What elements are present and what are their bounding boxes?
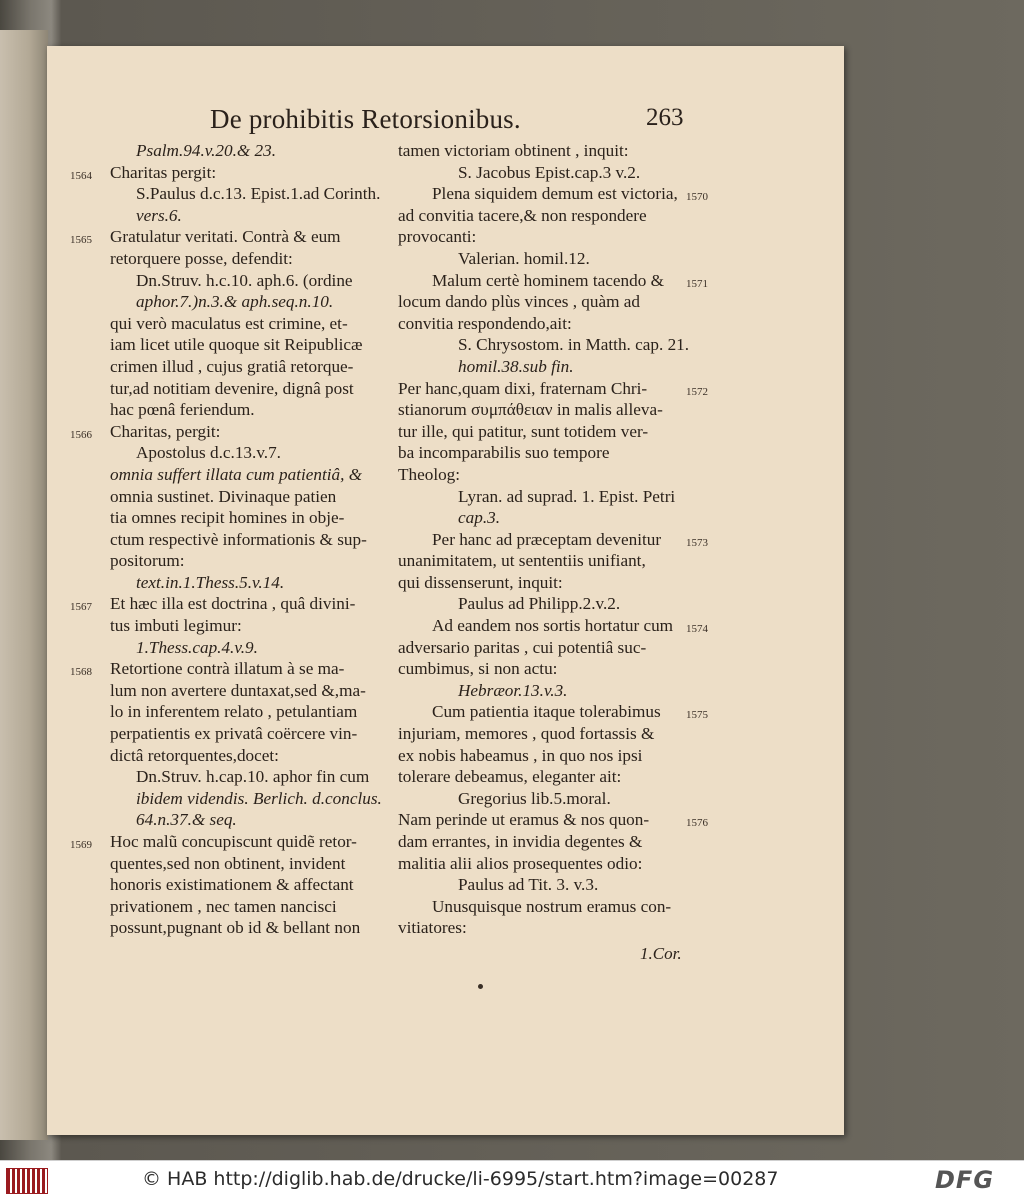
margin-number: 1571 <box>686 277 708 290</box>
line-text: retorquere posse, defendit: <box>110 248 293 268</box>
text-line <box>70 831 391 853</box>
text-line <box>76 270 391 292</box>
text-line <box>76 701 391 723</box>
line-text: ad convitia tacere,& non respondere <box>398 205 647 225</box>
line-text: 1.Thess.cap.4.v.9. <box>136 637 258 657</box>
text-line <box>398 723 723 745</box>
line-text: Valerian. homil.12. <box>458 248 590 268</box>
text-line <box>398 226 723 248</box>
text-line <box>398 162 723 184</box>
text-line <box>398 572 723 594</box>
line-text: Cum patientia itaque tolerabimus <box>432 702 661 722</box>
running-head: De prohibitis Retorsionibus. <box>210 104 521 134</box>
line-text: possunt,pugnant ob id & bellant non <box>110 918 361 938</box>
ink-dot <box>478 984 483 989</box>
text-line <box>76 745 391 767</box>
text-line <box>76 291 391 313</box>
text-line <box>398 248 723 270</box>
line-text: privationem , nec tamen nancisci <box>110 896 337 916</box>
text-line <box>76 723 391 745</box>
line-text: omnia sustinet. Divinaque patien <box>110 486 337 506</box>
line-text: Hoc malũ concupiscunt quidẽ retor- <box>110 832 357 851</box>
margin-number: 1569 <box>70 839 92 851</box>
line-text: locum dando plùs vinces , quàm ad <box>398 292 641 312</box>
line-text: Gregorius lib.5.moral. <box>458 788 611 808</box>
line-text: Gratulatur veritati. Contrà & eum <box>110 227 341 247</box>
footer-bar <box>0 1160 1024 1200</box>
line-text: quentes,sed non obtinent, invident <box>110 853 346 873</box>
margin-number: 1565 <box>70 234 92 247</box>
line-text: Per hanc ad præceptam devenitur <box>432 529 662 549</box>
line-text: Ad eandem nos sortis hortatur cum <box>432 616 674 636</box>
line-text: Apostolus d.c.13.v.7. <box>136 443 281 463</box>
text-line <box>398 874 723 896</box>
text-line <box>76 788 391 810</box>
text-line <box>398 896 723 918</box>
text-line <box>76 205 391 227</box>
line-text: S. Chrysostom. in Matth. cap. 21. <box>458 335 690 355</box>
text-line <box>76 637 391 659</box>
line-text: tur ille, qui patitur, sunt totidem ver- <box>398 421 649 441</box>
line-text: unanimitatem, ut sententiis unifiant, <box>398 551 646 571</box>
text-line <box>398 399 723 421</box>
line-text: Nam perinde ut eramus & nos quon- <box>398 810 650 830</box>
margin-number: 1564 <box>70 169 92 182</box>
text-line <box>76 529 391 551</box>
text-line <box>76 486 391 508</box>
text-line <box>398 831 723 853</box>
margin-number: 1568 <box>70 666 92 679</box>
line-text: tolerare debeamus, eleganter ait: <box>398 767 622 787</box>
text-line <box>76 917 391 939</box>
text-line <box>398 593 723 615</box>
text-line <box>398 745 723 767</box>
text-line <box>398 615 723 637</box>
line-text: ibidem videndis. Berlich. d.conclus. <box>136 788 382 808</box>
text-line <box>76 809 391 831</box>
line-text: text.in.1.Thess.5.v.14. <box>136 572 285 592</box>
text-line <box>76 615 391 637</box>
line-text: Charitas, pergit: <box>110 421 221 441</box>
margin-number: 1572 <box>686 385 708 398</box>
line-text: S.Paulus d.c.13. Epist.1.ad Corinth. <box>136 184 381 204</box>
line-text: ctum respectivè informationis & sup- <box>110 529 367 549</box>
text-line <box>398 853 723 875</box>
line-text: dictâ retorquentes,docet: <box>110 745 279 765</box>
text-line <box>398 291 723 313</box>
line-text: Retortione contrà illatum à se ma- <box>110 659 345 679</box>
line-text: homil.38.sub fin. <box>458 356 574 376</box>
line-text: vitiatores: <box>398 918 467 938</box>
text-line <box>76 874 391 896</box>
line-text: ex nobis habeamus , in quo nos ipsi <box>398 745 643 765</box>
text-line <box>398 464 723 486</box>
text-line <box>76 378 391 400</box>
text-line <box>398 140 723 162</box>
text-line <box>398 378 723 400</box>
line-text: cap.3. <box>458 508 501 528</box>
line-text: Dn.Struv. h.c.10. aph.6. (ordine <box>136 270 353 290</box>
line-text: cumbimus, si non actu: <box>398 659 558 679</box>
text-line <box>70 421 391 443</box>
text-line <box>398 507 723 529</box>
text-line <box>398 680 723 702</box>
text-line <box>398 442 723 464</box>
margin-number: 1570 <box>686 191 708 204</box>
line-text: Paulus ad Philipp.2.v.2. <box>458 594 621 614</box>
book-page-edges <box>0 30 48 1140</box>
line-text: tur,ad notitiam devenire, dignâ post <box>110 378 354 398</box>
line-text: Lyran. ad suprad. 1. Epist. Petri <box>458 486 676 506</box>
line-text: tamen victoriam obtinent , inquit: <box>398 141 629 160</box>
line-text: dam errantes, in invidia degentes & <box>398 832 643 851</box>
text-line <box>76 680 391 702</box>
line-text: convitia respondendo,ait: <box>398 313 572 333</box>
text-line <box>76 313 391 335</box>
line-text: malitia alii alios prosequentes odio: <box>398 853 643 873</box>
line-text: qui verò maculatus est crimine, et- <box>110 313 348 333</box>
line-text: Plena siquidem demum est victoria, <box>432 184 678 204</box>
text-line <box>398 809 723 831</box>
line-text: hac pœnâ feriendum. <box>110 400 255 420</box>
text-line <box>76 507 391 529</box>
margin-number: 1576 <box>686 817 708 830</box>
line-text: omnia suffert illata cum patientiâ, & <box>110 464 363 484</box>
margin-number: 1566 <box>70 428 92 441</box>
line-text: adversario paritas , cui potentiâ suc- <box>398 637 647 657</box>
text-line <box>398 701 723 723</box>
text-line <box>76 334 391 356</box>
text-line <box>76 766 391 788</box>
margin-number: 1575 <box>686 709 708 722</box>
line-text: Unusquisque nostrum eramus con- <box>432 896 672 916</box>
line-text: lum non avertere duntaxat,sed &,ma- <box>110 680 366 700</box>
right-text-column <box>398 140 723 939</box>
line-text: crimen illud , cujus gratiâ retorque- <box>110 356 354 376</box>
text-line <box>76 442 391 464</box>
text-line <box>76 550 391 572</box>
line-text: vers.6. <box>136 205 182 225</box>
line-text: provocanti: <box>398 227 477 247</box>
text-line <box>70 658 391 680</box>
text-line <box>398 766 723 788</box>
footer-credit-link[interactable]: © HAB http://diglib.hab.de/drucke/li-6995/start.htm?image=00287 <box>142 1168 779 1190</box>
catchword: 1.Cor. <box>640 944 682 963</box>
text-line <box>70 593 391 615</box>
text-line <box>398 917 723 939</box>
line-text: stianorum συμπάθειαν in malis alleva- <box>398 400 663 420</box>
line-text: Et hæc illa est doctrina , quâ divini- <box>110 594 356 614</box>
text-line <box>76 399 391 421</box>
text-line <box>398 270 723 292</box>
text-line <box>76 572 391 594</box>
line-text: lo in inferentem relato , petulantiam <box>110 702 358 722</box>
line-text: iam licet utile quoque sit Reipublicæ <box>110 335 363 355</box>
line-text: tus imbuti legimur: <box>110 616 242 636</box>
text-line <box>398 637 723 659</box>
line-text: ba incomparabilis suo tempore <box>398 443 610 463</box>
text-line <box>76 896 391 918</box>
text-line <box>398 313 723 335</box>
text-line <box>76 248 391 270</box>
margin-number: 1573 <box>686 536 708 549</box>
line-text: Psalm.94.v.20.& 23. <box>136 141 277 160</box>
line-text: Charitas pergit: <box>110 162 217 182</box>
text-line <box>398 421 723 443</box>
text-line <box>76 853 391 875</box>
text-line <box>398 205 723 227</box>
text-line <box>398 486 723 508</box>
line-text: Malum certè hominem tacendo & <box>432 270 664 290</box>
text-line <box>70 226 391 248</box>
left-text-column <box>70 140 391 939</box>
line-text: qui dissenserunt, inquit: <box>398 572 563 592</box>
margin-number: 1574 <box>686 623 708 636</box>
line-text: S. Jacobus Epist.cap.3 v.2. <box>458 162 641 182</box>
line-text: aphor.7.)n.3.& aph.seq.n.10. <box>136 292 334 312</box>
text-line <box>398 183 723 205</box>
text-line <box>398 529 723 551</box>
margin-number: 1567 <box>70 601 92 614</box>
hab-logo-icon <box>6 1168 48 1194</box>
line-text: Hebræor.13.v.3. <box>458 680 568 700</box>
line-text: honoris existimationem & affectant <box>110 875 354 895</box>
line-text: Per hanc,quam dixi, fraternam Chri- <box>398 378 648 398</box>
text-line <box>70 162 391 184</box>
text-line <box>76 356 391 378</box>
line-text: Theolog: <box>398 464 461 484</box>
text-line <box>398 550 723 572</box>
page-number: 263 <box>646 104 684 131</box>
text-line <box>76 183 391 205</box>
text-line <box>76 140 391 162</box>
text-line <box>398 788 723 810</box>
text-line <box>398 334 723 356</box>
line-text: perpatientis ex privatâ coërcere vin- <box>110 724 358 744</box>
text-line <box>398 356 723 378</box>
dfg-logo: DFG <box>935 1166 995 1194</box>
line-text: injuriam, memores , quod fortassis & <box>398 724 655 744</box>
line-text: positorum: <box>110 551 185 571</box>
line-text: 64.n.37.& seq. <box>136 810 237 830</box>
line-text: Paulus ad Tit. 3. v.3. <box>458 875 599 895</box>
line-text: Dn.Struv. h.cap.10. aphor fin cum <box>136 767 370 787</box>
text-line <box>398 658 723 680</box>
text-line <box>76 464 391 486</box>
line-text: tia omnes recipit homines in obje- <box>110 508 345 528</box>
